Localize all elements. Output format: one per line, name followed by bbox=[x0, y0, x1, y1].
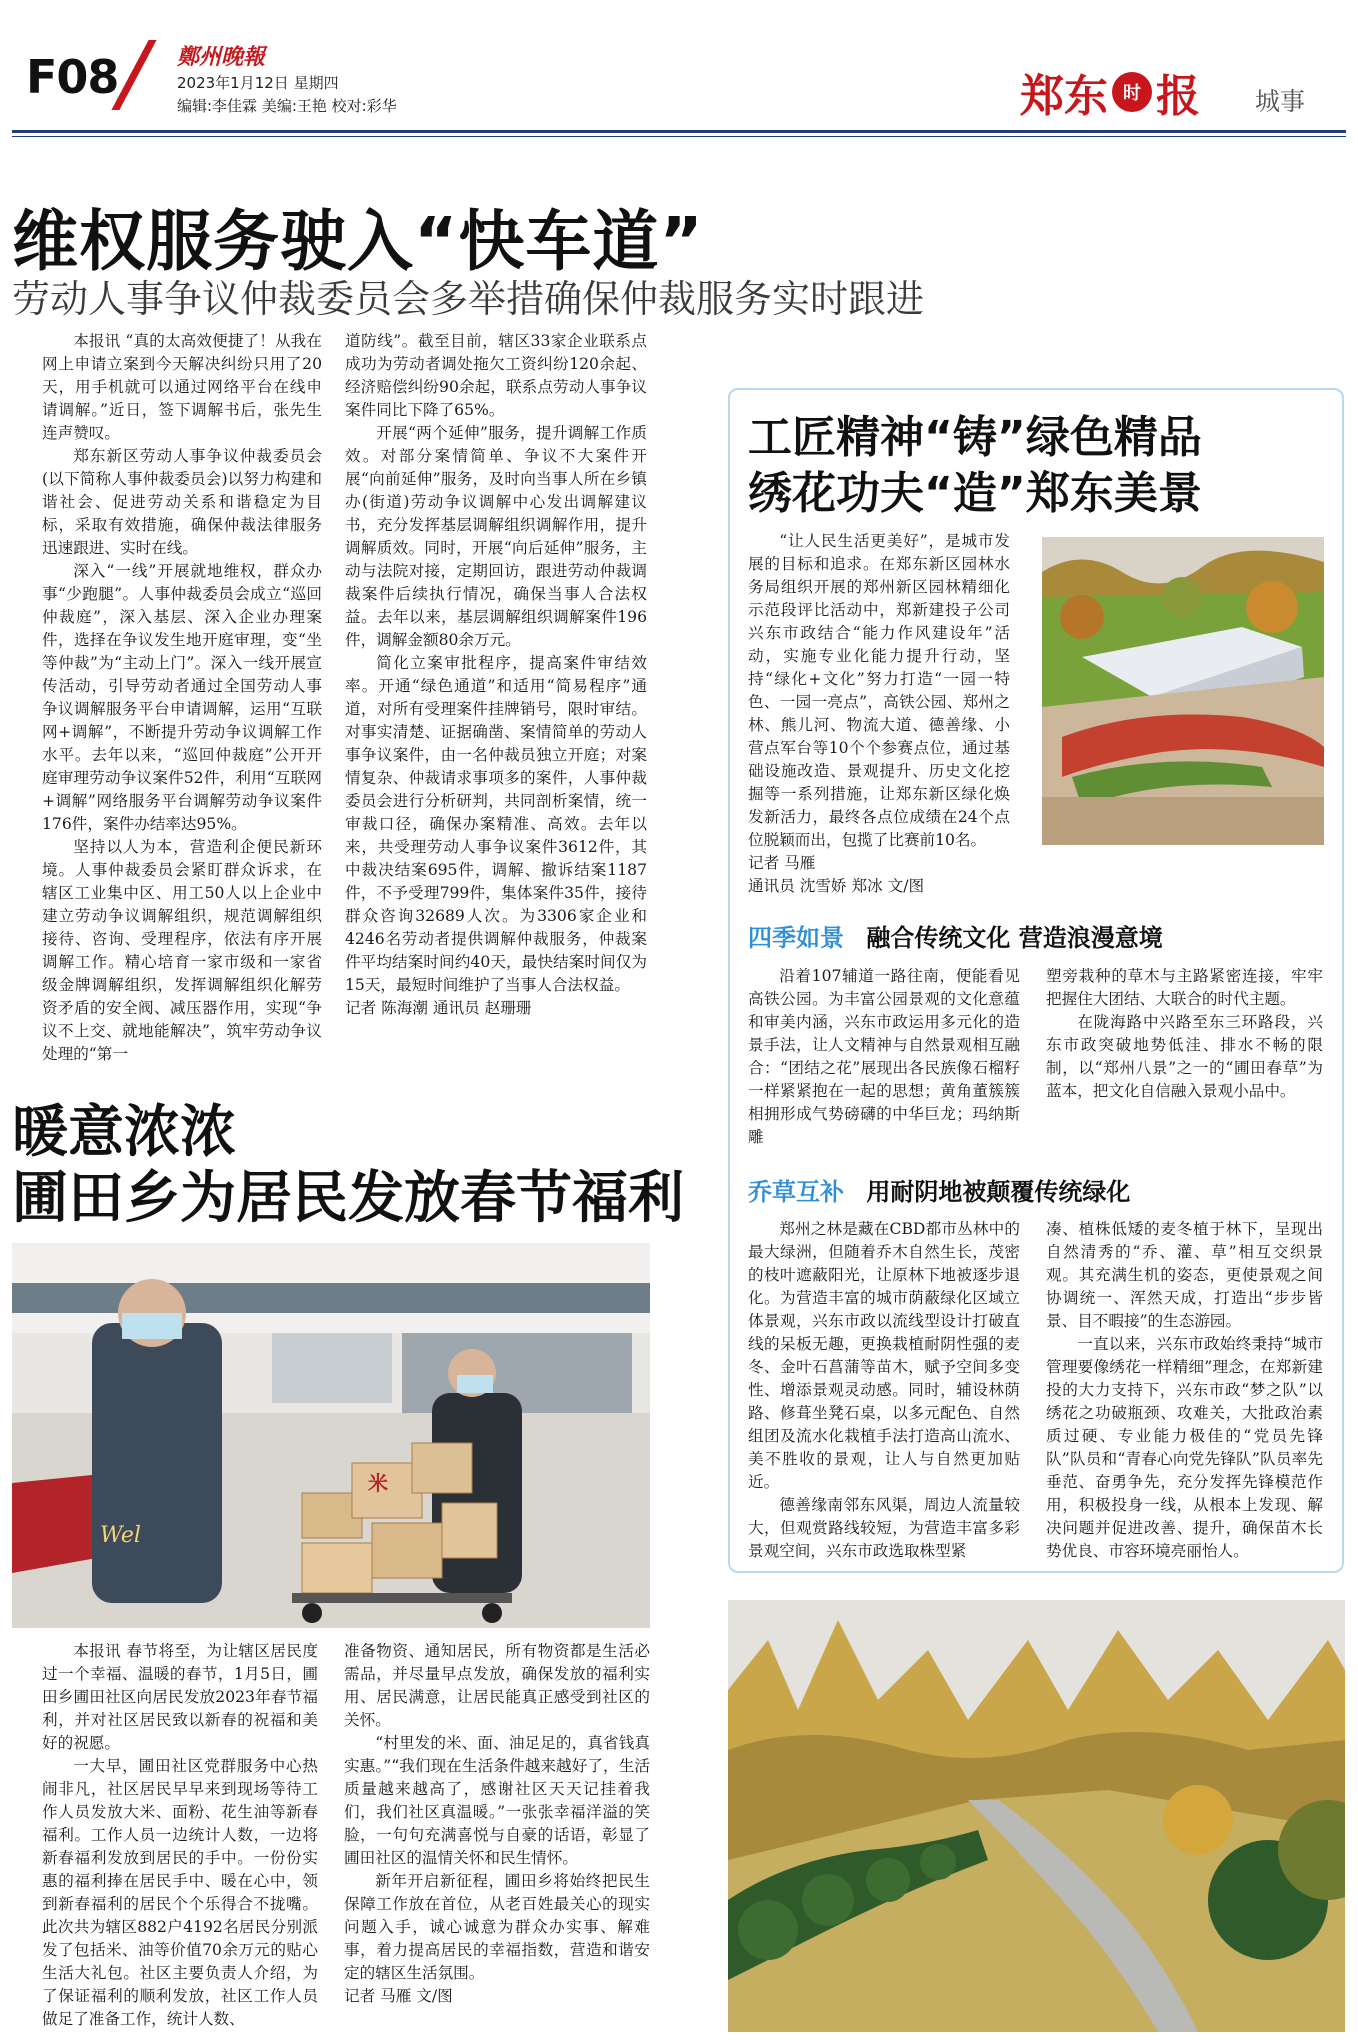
story2-intro: “让人民生活更美好”，是城市发展的目标和追求。在郑东新区园林水务局组织开展的郑州新区园林精细化示范段评比活动中，郑新建投子公司兴东市政结合“能力作风建设年”活动，实施专业化能力提升行动，坚持“绿化+文化”努力打造“一园一特色、一园一亮点”，高铁公园、郑州之林、熊儿河、物流大道、德善缘、小营点军台等10个个参赛点位，通过基础设施改造、景观提升、历史文化挖掘等一系列措施，让郑东新区绿化焕发新活力，最终各点位成绩在24个点位脱颖而出，包揽了比赛前10名。 bbox=[748, 532, 1010, 849]
story2-section2-heading bbox=[748, 1172, 1130, 1207]
story2-byline-2: 通讯员 沈雪娇 郑冰 文/图 bbox=[748, 877, 925, 895]
section-brand bbox=[1020, 60, 1200, 124]
story3-headline bbox=[12, 1100, 684, 1232]
section1-tag: 四季如景 bbox=[748, 924, 844, 952]
story2-section1-heading bbox=[748, 918, 1163, 953]
story2-headline-line2: 绣花功夫“造”郑东美景 bbox=[748, 468, 1202, 519]
park-plaza-illustration bbox=[1042, 537, 1324, 845]
brand-left: 郑东 bbox=[1020, 71, 1108, 122]
story1-column-1 bbox=[42, 330, 322, 1066]
photo-box-label: 米 bbox=[368, 1471, 388, 1495]
story2-paragraph: 塑旁栽种的草木与主路紧密连接，牢牢把握住大团结、大联合的时代主题。 bbox=[1046, 967, 1323, 1008]
story2-headline-line1: 工匠精神“铸”绿色精品 bbox=[748, 412, 1202, 463]
story2-headline bbox=[748, 410, 1202, 522]
forest-path-illustration bbox=[728, 1600, 1345, 2032]
story1-paragraph: 坚持以人为本，营造利企便民新环境。人事仲裁委员会紧盯群众诉求，在辖区工业集中区、用工50人以上企业中建立劳动争议调解组织，规范调解组织接待、咨询、受理程序，依法有序开展调解工作。精心培育一家市级和一家省级金牌调解组织，发挥调解组织化解劳资矛盾的安全阀、减压器作用，实现“争议不上交、就地能解决”，筑牢劳动争议处理的“第一 bbox=[42, 838, 322, 1063]
section2-title: 用耐阴地被颠覆传统绿化 bbox=[866, 1178, 1131, 1206]
story2-paragraph: 郑州之林是藏在CBD都市丛林中的最大绿洲，但随着乔木自然生长，茂密的枝叶遮蔽阳光，让原林下地被逐步退化。为营造丰富的城市荫蔽绿化区域立体景观，兴东市政以流线型设计打破直线的呆板无趣，更换栽植耐阴性强的麦冬、金叶石菖蒲等苗木，赋予空间多变性、增添景观灵动感。同时，辅设林荫路、修葺坐凳石桌，以多元配色、自然组团及流水化栽植手法打造高山流水、美不胜收的景观，让人与自然更加贴近。 bbox=[748, 1220, 1020, 1491]
story1-paragraph: 道防线”。截至目前，辖区33家企业联系点成功为劳动者调处拖欠工资纠纷120余起、经济赔偿纠纷90余起，联系点劳动人事争议案件同比下降了65%。 bbox=[345, 332, 647, 419]
story1-headline: 维权服务驶入“快车道” bbox=[12, 203, 704, 280]
story1-paragraph: 开展“两个延伸”服务，提升调解工作质效。对部分案情简单、争议不大案件开展“向前延伸”服务，及时向当事人所在乡镇办(街道)劳动争议调解中心发出调解建议书，充分发挥基层调解组织调解作用，提升调解质效。同时，开展“向后延伸”服务，主动与法院对接，定期回访，跟进劳动仲裁调裁案件后续执行情况，确保当事人合法权益。去年以来，基层调解组织调解案件196件，调解金额80余万元。 bbox=[345, 424, 647, 649]
story2-section2-col2 bbox=[1046, 1218, 1323, 1563]
story2-paragraph: 在陇海路中兴路至东三环路段，兴东市政突破地势低洼、排水不畅的限制，以“郑州八景”之一的“圃田春草”为蓝本，把文化自信融入景观小品中。 bbox=[1046, 1013, 1323, 1100]
story2-photo-park-plaza bbox=[1042, 537, 1324, 845]
story3-headline-line1: 暖意浓浓 bbox=[12, 1100, 236, 1165]
story2-section2-col1 bbox=[748, 1218, 1020, 1563]
story3-photo-distribution bbox=[12, 1243, 650, 1628]
story2-paragraph: 一直以来，兴东市政始终秉持“城市管理要像绣花一样精细”理念，在郑新建投的大力支持下，兴东市政“梦之队”以绣花之功破瓶颈、攻难关，大批政治素质过硬、专业能力极佳的“党员先锋队”队员和“青春心向党先锋队”队员率先垂范、奋勇争先，充分发挥先锋模范作用，积极投身一线，从根本上发现、解决问题并促进改善、提升，确保苗木长势优良、市容环境亮丽怡人。 bbox=[1046, 1335, 1323, 1560]
story3-column-1 bbox=[42, 1640, 318, 2031]
section-label: 城事 bbox=[1255, 87, 1306, 116]
story1-subhead: 劳动人事争议仲裁委员会多举措确保仲裁服务实时跟进 bbox=[12, 277, 925, 321]
brand-badge: 时 bbox=[1112, 72, 1152, 112]
story3-headline-line2: 圃田乡为居民发放春节福利 bbox=[12, 1166, 684, 1231]
masthead-logo: 鄭州晚報 bbox=[177, 44, 266, 70]
story3-column-2 bbox=[344, 1640, 650, 2008]
brand-right: 报 bbox=[1156, 71, 1200, 122]
story1-paragraph: 深入“一线”开展就地维权，群众办事“少跑腿”。人事仲裁委员会成立“巡回仲裁庭”，深入基层、深入企业办理案件，选择在争议发生地开庭审理，变“坐等仲裁”为“主动上门”。深入一线开展宣传活动，引导劳动者通过全国劳动人事争议调解服务平台申请调解，运用“互联网+调解”，不断提升劳动争议调解工作水平。去年以来，“巡回仲裁庭”公开开庭审理劳动争议案件52件，利用“互联网+调解”网络服务平台调解劳动争议案件176件，案件办结率达95%。 bbox=[42, 562, 322, 833]
story2-section1-col1 bbox=[748, 965, 1020, 1149]
story2-photo-forest-path bbox=[728, 1600, 1345, 2032]
story3-paragraph: 本报讯 春节将至，为让辖区居民度过一个幸福、温暖的春节，1月5日，圃田乡圃田社区向居民发放2023年春节福利，并对社区居民致以新春的祝福和美好的祝愿。 bbox=[42, 1642, 318, 1752]
story3-paragraph: 新年开启新征程，圃田乡将始终把民生保障工作放在首位，从老百姓最关心的现实问题入手，诚心诚意为群众办实事、解难事，着力提高居民的幸福指数，营造和谐安定的辖区生活氛围。 bbox=[344, 1872, 650, 1982]
section2-tag: 乔草互补 bbox=[748, 1178, 844, 1206]
story1-paragraph: 郑东新区劳动人事争议仲裁委员会(以下简称人事仲裁委员会)以努力构建和谐社会、促进劳动关系和谐稳定为目标，采取有效措施，确保仲裁法律服务迅速跟进、实时在线。 bbox=[42, 447, 322, 557]
story3-byline: 记者 马雁 文/图 bbox=[344, 1987, 453, 2005]
issue-date: 2023年1月12日 星期四 bbox=[177, 74, 339, 92]
section1-title: 融合传统文化 营造浪漫意境 bbox=[866, 924, 1163, 952]
story2-intro-column bbox=[748, 530, 1010, 898]
story3-paragraph: 准备物资、通知居民，所有物资都是生活必需品，并尽量早点发放，确保发放的福利实用、居民满意，让居民能真正感受到社区的关怀。 bbox=[344, 1642, 650, 1729]
story2-paragraph: 沿着107辅道一路往南，便能看见高铁公园。为丰富公园景观的文化意蕴和审美内涵，兴东市政运用多元化的造景手法，让人文精神与自然景观相互融合：“团结之花”展现出各民族像石榴籽一样紧紧抱在一起的思想；黄角董簇簇相拥形成气势磅礴的中华巨龙；玛纳斯雕 bbox=[748, 967, 1020, 1146]
story2-byline-1: 记者 马雁 bbox=[748, 854, 816, 872]
story1-column-2 bbox=[345, 330, 647, 1020]
editors-line: 编辑:李佳霖 美编:王艳 校对:彩华 bbox=[177, 97, 397, 115]
story2-paragraph: 德善缘南邻东风渠，周边人流量较大，但观赏路线较短，为营造丰富多彩景观空间，兴东市政选取株型紧 bbox=[748, 1496, 1020, 1560]
story3-paragraph: “村里发的米、面、油足足的，真省钱真实惠。”“我们现在生活条件越来越好了，生活质量越来越高了，感谢社区天天记挂着我们，我们社区真温暖。”一张张幸福洋溢的笑脸，一句句充满喜悦与自豪的话语，彰显了圃田社区的温情关怀和民生情怀。 bbox=[344, 1734, 650, 1867]
story2-paragraph: 凑、植株低矮的麦冬植于林下，呈现出自然清秀的“乔、灌、草”相互交织景观。其充满生机的姿态，更使景观之间协调统一、浑然天成，打造出“步步皆景、目不暇接”的生态游园。 bbox=[1046, 1220, 1323, 1330]
photo-banner-text: Wel bbox=[100, 1523, 141, 1548]
header-rule-thin bbox=[12, 136, 1346, 137]
story2-section1-col2 bbox=[1046, 965, 1323, 1103]
story1-byline: 记者 陈海潮 通讯员 赵珊珊 bbox=[345, 999, 532, 1017]
page-number: F08 bbox=[26, 50, 119, 104]
story3-paragraph: 一大早，圃田社区党群服务中心热闹非凡，社区居民早早来到现场等待工作人员发放大米、面粉、花生油等新春福利。工作人员一边统计人数，一边将新春福利发放到居民的手中。一份份实惠的福利捧在居民手中、暖在心中，领到新春福利的居民个个乐得合不拢嘴。此次共为辖区882户4192名居民分别派发了包括米、油等价值70余万元的贴心生活大礼包。社区主要负责人介绍，为了保证福利的顺利发放，社区工作人员做足了准备工作，统计人数、 bbox=[42, 1757, 318, 2028]
benefit-distribution-illustration bbox=[12, 1243, 650, 1628]
header-rule bbox=[12, 130, 1346, 133]
story1-paragraph: 本报讯 “真的太高效便捷了！从我在网上申请立案到今天解决纠纷只用了20天，用手机就可以通过网络平台在线申请调解。”近日，签下调解书后，张先生连声赞叹。 bbox=[42, 332, 322, 442]
story1-paragraph: 简化立案审批程序，提高案件审结效率。开通“绿色通道”和适用“简易程序”通道，对所有受理案件挂牌销号，限时审结。对事实清楚、证据确凿、案情简单的劳动人事争议案件，由一名仲裁员独立开庭；对案情复杂、仲裁请求事项多的案件，人事仲裁委员会进行分析研判，共同剖析案情，统一审裁口径，确保办案精准、高效。去年以来，共受理劳动人事争议案件3612件，其中裁决结案695件，调解、撤诉结案1187件，不予受理799件，集体案件35件，接待群众咨询32689人次。为3306家企业和4246名劳动者提供调解仲裁服务，仲裁案件平均结案时间约40天，最快结案时间仅为15天，最短时间维护了当事人合法权益。 bbox=[345, 654, 647, 994]
